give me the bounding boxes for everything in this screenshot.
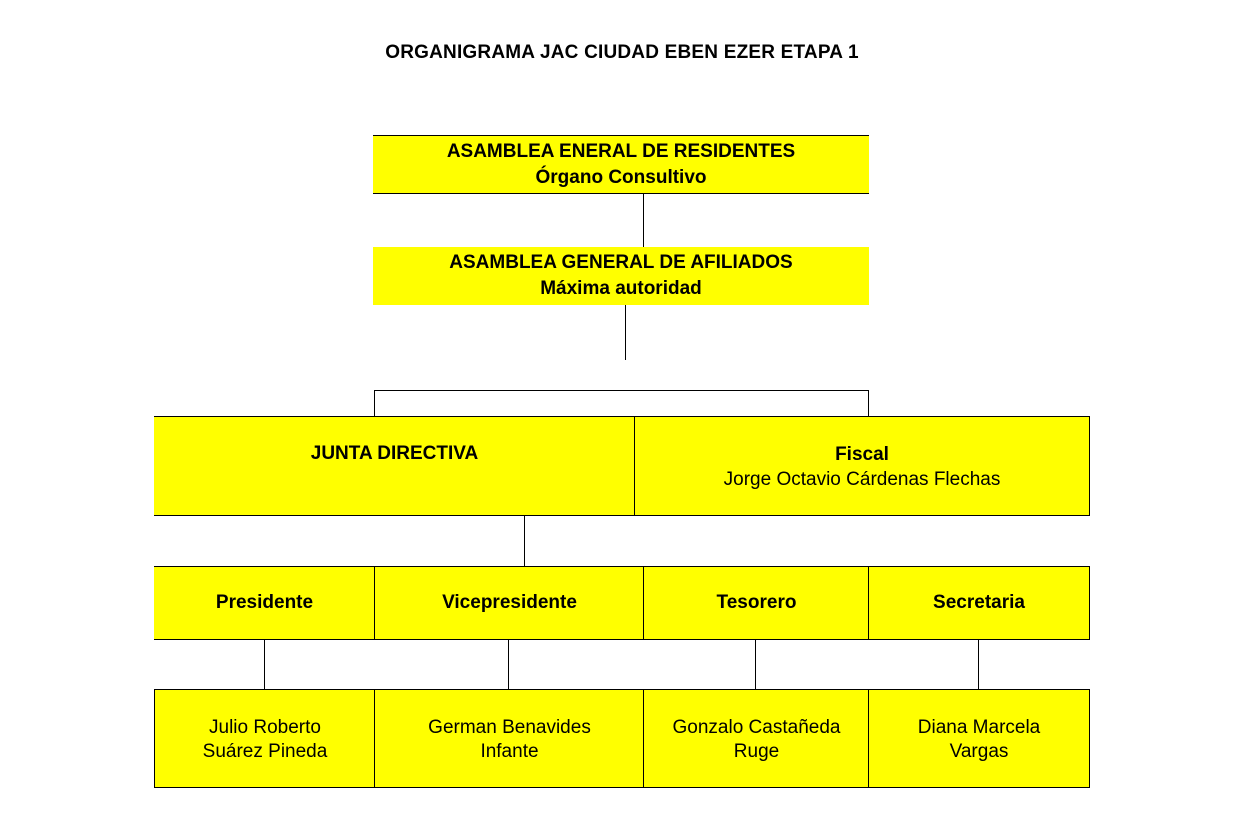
connector-bracket-top bbox=[374, 390, 869, 391]
connector-residentes-afiliados bbox=[643, 194, 644, 247]
officer-person-line: Ruge bbox=[733, 741, 780, 762]
officer-role: Presidente bbox=[215, 592, 314, 613]
officer-role-box bbox=[868, 566, 1090, 640]
connector-role-person bbox=[508, 640, 509, 690]
officer-role-box bbox=[154, 566, 375, 640]
connector-bracket-right bbox=[868, 390, 869, 416]
connector-bracket-left bbox=[374, 390, 375, 416]
officer-role: Tesorero bbox=[716, 592, 797, 613]
junta-directiva-name: JUNTA DIRECTIVA bbox=[310, 443, 479, 464]
asamblea-residentes-role: Órgano Consultivo bbox=[535, 166, 707, 188]
officer-person-line: Diana Marcela bbox=[917, 717, 1041, 738]
officer-person-box bbox=[154, 689, 375, 788]
fiscal-person: Jorge Octavio Cárdenas Flechas bbox=[723, 469, 1001, 490]
officer-role-box bbox=[643, 566, 869, 640]
officer-person-line: Gonzalo Castañeda bbox=[672, 717, 841, 738]
officer-person-box bbox=[868, 689, 1090, 788]
officer-person-box bbox=[643, 689, 869, 788]
asamblea-residentes-name: ASAMBLEA ENERAL DE RESIDENTES bbox=[446, 140, 796, 162]
officer-person-line: Julio Roberto bbox=[209, 717, 321, 738]
junta-directiva-box bbox=[154, 416, 635, 516]
asamblea-afiliados-box bbox=[373, 247, 869, 305]
asamblea-afiliados-role: Máxima autoridad bbox=[540, 278, 702, 299]
officer-person-line: Suárez Pineda bbox=[202, 741, 328, 762]
officer-person-line: Infante bbox=[480, 741, 539, 762]
connector-role-person bbox=[755, 640, 756, 690]
officer-person-line: German Benavides bbox=[428, 717, 591, 738]
officer-person-box bbox=[374, 689, 644, 788]
asamblea-afiliados-name: ASAMBLEA GENERAL DE AFILIADOS bbox=[449, 252, 793, 273]
officer-role: Secretaria bbox=[933, 592, 1025, 613]
fiscal-role: Fiscal bbox=[835, 444, 889, 465]
officer-person-line: Vargas bbox=[949, 741, 1009, 762]
chart-title: ORGANIGRAMA JAC CIUDAD EBEN EZER ETAPA 1 bbox=[385, 42, 859, 63]
connector-junta-officers bbox=[524, 516, 525, 566]
fiscal-box bbox=[634, 416, 1090, 516]
asamblea-residentes-box bbox=[373, 135, 869, 194]
officer-role: Vicepresidente bbox=[442, 592, 577, 613]
connector-role-person bbox=[264, 640, 265, 690]
connector-afiliados-down bbox=[625, 305, 626, 360]
connector-role-person bbox=[978, 640, 979, 690]
officer-role-box bbox=[374, 566, 644, 640]
